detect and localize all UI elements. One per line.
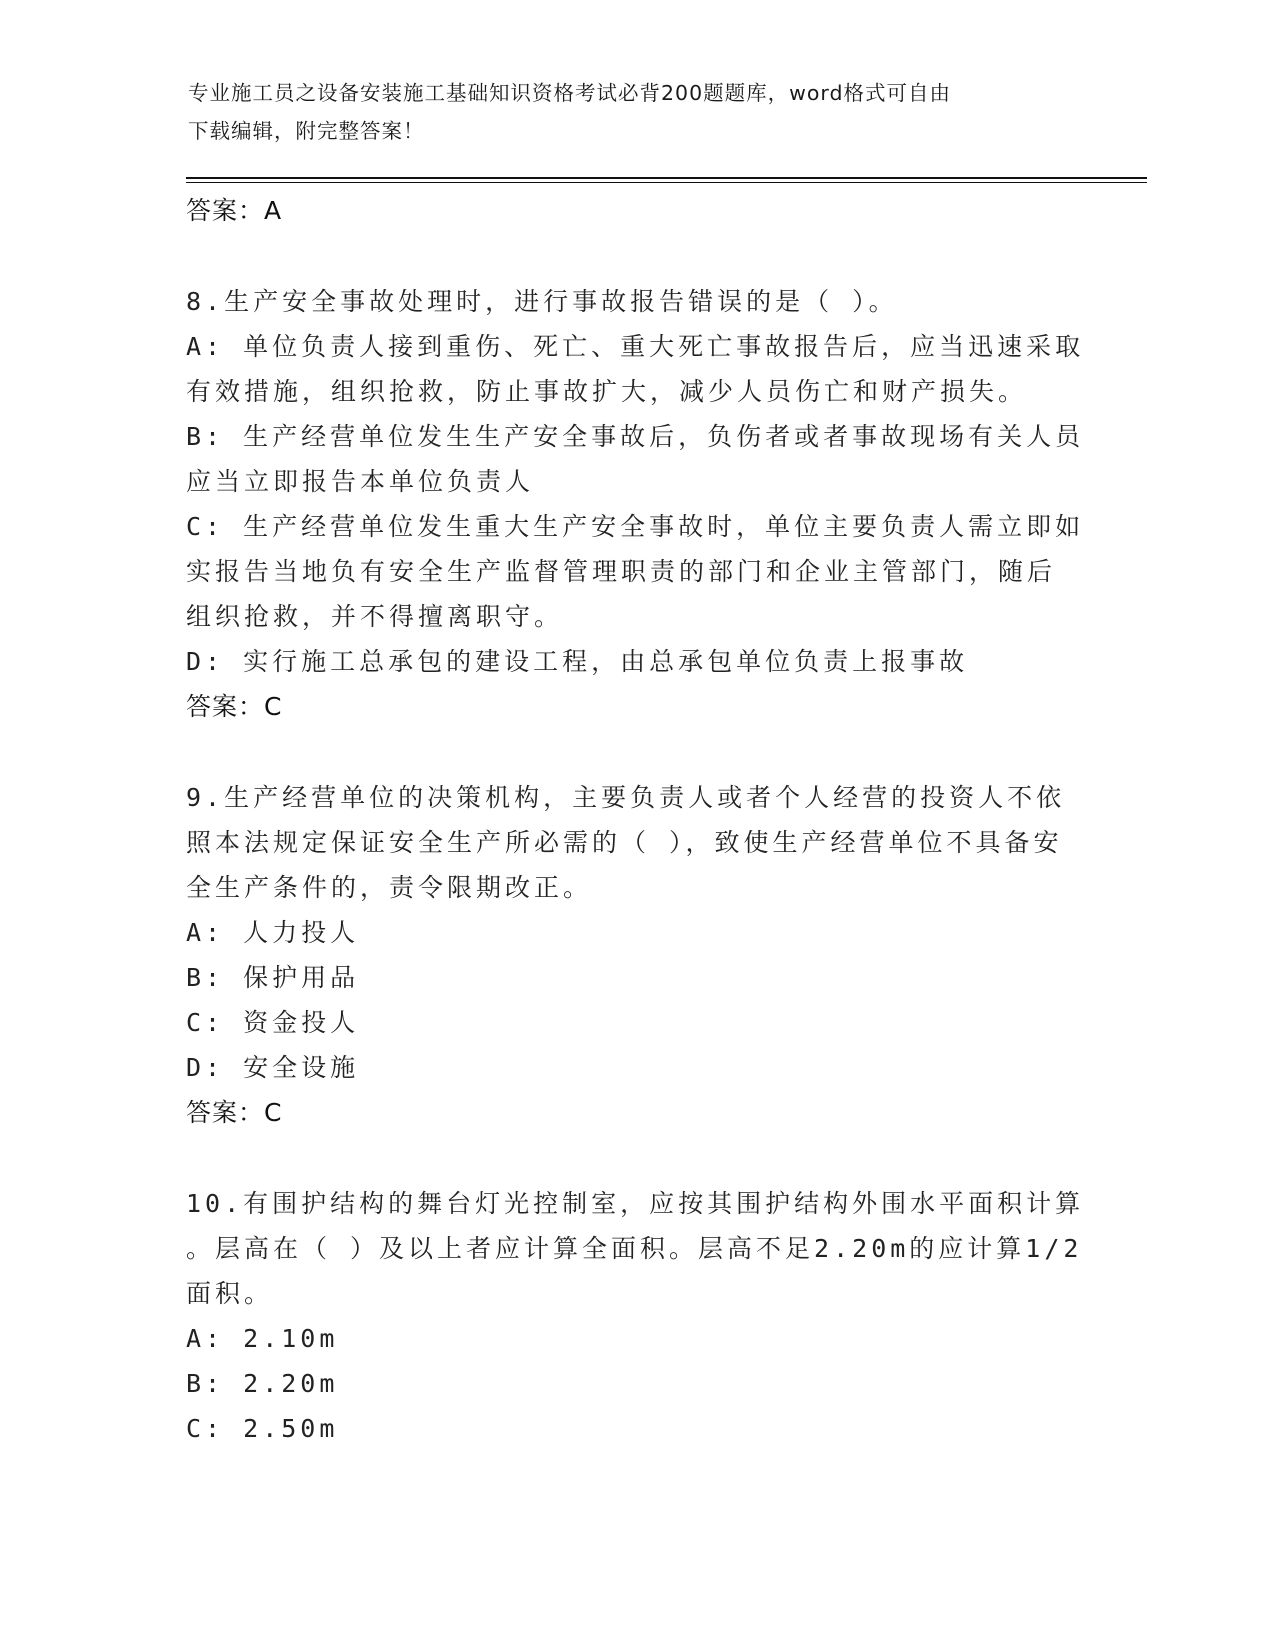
question-text-line-2: 照本法规定保证安全生产所必需的（ ），致使生产经营单位不具备安 <box>186 828 1063 857</box>
question-list <box>186 188 1086 1451</box>
header-divider-thin <box>186 182 1147 183</box>
question-text-line-3: 面积。 <box>186 1279 274 1308</box>
option-b-line-2: 应当立即报告本单位负责人 <box>186 467 535 496</box>
document-header <box>188 74 1088 150</box>
option-b: B: 2.20m <box>186 1369 339 1398</box>
question-text: 8.生产安全事故处理时，进行事故报告错误的是（ ）。 <box>186 287 898 316</box>
header-line-1: 专业施工员之设备安装施工基础知识资格考试必背200题题库，word格式可自由 <box>188 81 952 105</box>
option-a: A: 人力投人 <box>186 918 360 947</box>
header-line-2: 下载编辑，附完整答案！ <box>188 119 425 143</box>
header-divider-thick <box>186 177 1147 179</box>
question-8 <box>186 279 1086 729</box>
question-text-line-2: 。层高在（ ）及以上者应计算全面积。层高不足2.20m的应计算1/2 <box>186 1234 1083 1263</box>
question-10 <box>186 1181 1086 1451</box>
question-text-line-1: 9.生产经营单位的决策机构，主要负责人或者个人经营的投资人不依 <box>186 783 1066 812</box>
option-c-line-2: 实报告当地负有安全生产监督管理职责的部门和企业主管部门，随后 <box>186 557 1057 586</box>
option-d: D: 安全设施 <box>186 1053 360 1082</box>
option-c: C: 资金投人 <box>186 1008 360 1037</box>
option-b: B: 保护用品 <box>186 963 360 992</box>
question-answer: 答案：C <box>186 692 283 721</box>
option-b-line-1: B: 生产经营单位发生生产安全事故后，负伤者或者事故现场有关人员 <box>186 422 1085 451</box>
option-c-line-1: C: 生产经营单位发生重大生产安全事故时，单位主要负责人需立即如 <box>186 512 1085 541</box>
question-text-line-3: 全生产条件的，责令限期改正。 <box>186 873 593 902</box>
previous-question-answer: 答案：A <box>186 196 283 225</box>
question-9 <box>186 775 1086 1135</box>
option-a: A: 2.10m <box>186 1324 339 1353</box>
option-a-line-2: 有效措施，组织抢救，防止事故扩大，减少人员伤亡和财产损失。 <box>186 377 1028 406</box>
option-d: D: 实行施工总承包的建设工程，由总承包单位负责上报事故 <box>186 647 969 676</box>
option-c: C: 2.50m <box>186 1414 339 1443</box>
question-answer: 答案：C <box>186 1098 283 1127</box>
option-a-line-1: A: 单位负责人接到重伤、死亡、重大死亡事故报告后，应当迅速采取 <box>186 332 1085 361</box>
option-c-line-3: 组织抢救，并不得擅离职守。 <box>186 602 564 631</box>
question-text-line-1: 10.有围护结构的舞台灯光控制室，应按其围护结构外围水平面积计算 <box>186 1189 1085 1218</box>
